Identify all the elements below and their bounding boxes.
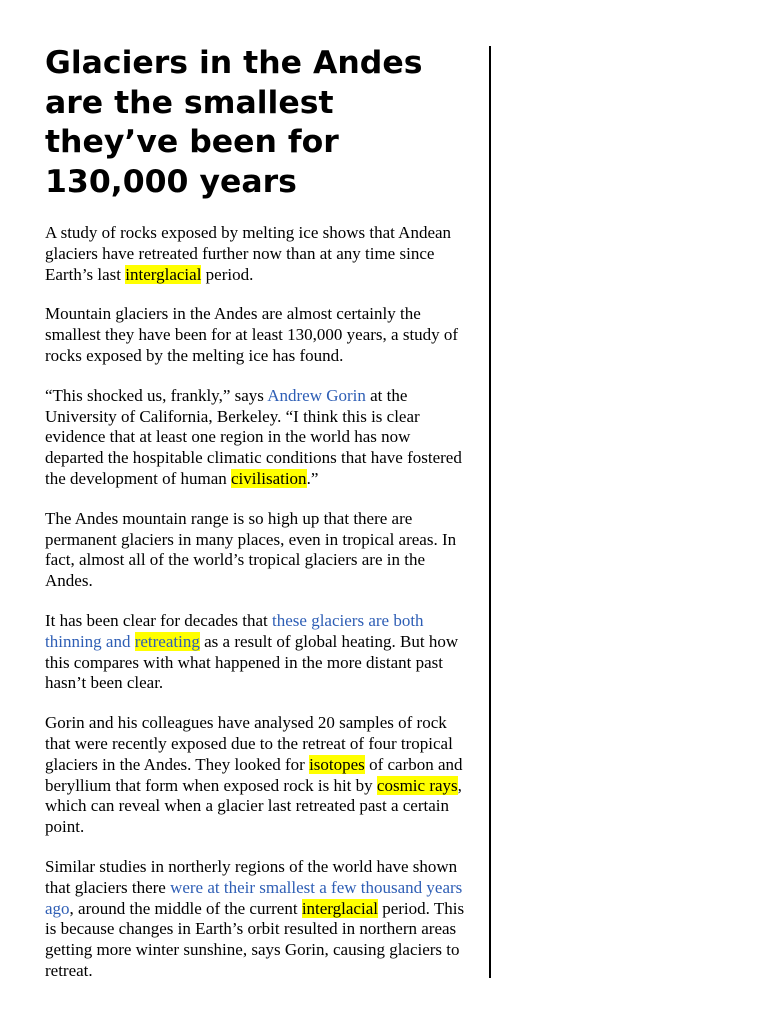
link-text[interactable]: these glaciers are both thinning and — [45, 610, 424, 651]
paragraph-text: “This shocked us, frankly,” says — [45, 385, 268, 405]
column-divider — [489, 46, 491, 978]
highlighted-term: interglacial — [301, 898, 378, 918]
paragraph-text: .” — [306, 468, 319, 488]
paragraph-1 — [45, 223, 470, 285]
smallest-glaciers-link[interactable]: were at their smallest a few thousand years ago — [45, 877, 463, 918]
paragraph-text: Gorin and his colleagues have analysed 20 samples of rock that were recently exposed due to the retreat of four tropical glaciers in the Andes. They looked for — [45, 713, 453, 774]
highlighted-term[interactable]: retreating — [134, 631, 200, 651]
paragraph-text: of carbon and beryllium that form when exposed rock is hit by — [45, 754, 463, 795]
paragraph-text: The Andes mountain range is so high up that there are permanent glaciers in many places, even in tropical areas. In fact, almost all of the world’s tropical glaciers are in the Andes. — [45, 508, 457, 591]
paragraph-text: period. This is because changes in Earth’s orbit resulted in northern areas getting more winter sunshine, says Gorin, causing glaciers to retreat. — [45, 898, 465, 980]
paragraph-text: period. — [201, 264, 254, 284]
article-headline: Glaciers in the Andes are the smallest they’ve been for 130,000 years — [45, 45, 423, 200]
paragraph-text: as a result of global heating. But how this compares with what happened in the more distant past hasn’t been clear. — [45, 631, 459, 693]
highlighted-term: interglacial — [125, 264, 202, 284]
paragraph-6 — [45, 713, 470, 838]
paragraph-text: , around the middle of the current — [69, 898, 302, 918]
paragraph-text: It has been clear for decades that — [45, 610, 273, 630]
paragraph-text: A study of rocks exposed by melting ice shows that Andean glaciers have retreated further now than at any time since Earth’s last — [45, 223, 452, 284]
highlighted-term: isotopes — [309, 754, 365, 774]
article — [45, 44, 470, 1001]
author-link[interactable]: Andrew Gorin — [267, 385, 366, 405]
paragraph-text: Mountain glaciers in the Andes are almost certainly the smallest they have been for at least 130,000 years, a study of rocks exposed by the melting ice has found. — [45, 304, 459, 365]
paragraph-4 — [45, 509, 470, 592]
paragraph-text: at the University of California, Berkeley. “I think this is clear evidence that at least one region in the world has now departed the hospitable climatic conditions that have fostered the development of human — [45, 385, 462, 488]
paragraph-3 — [45, 386, 470, 490]
paragraph-text: , which can reveal when a glacier last retreated past a certain point. — [45, 775, 462, 837]
highlighted-term: cosmic rays — [376, 775, 458, 795]
paragraph-2 — [45, 304, 470, 366]
paragraph-text: Similar studies in northerly regions of the world have shown that glaciers there — [45, 856, 458, 897]
paragraph-7 — [45, 857, 470, 982]
highlighted-term: civilisation — [231, 468, 307, 488]
paragraph-5 — [45, 611, 470, 694]
